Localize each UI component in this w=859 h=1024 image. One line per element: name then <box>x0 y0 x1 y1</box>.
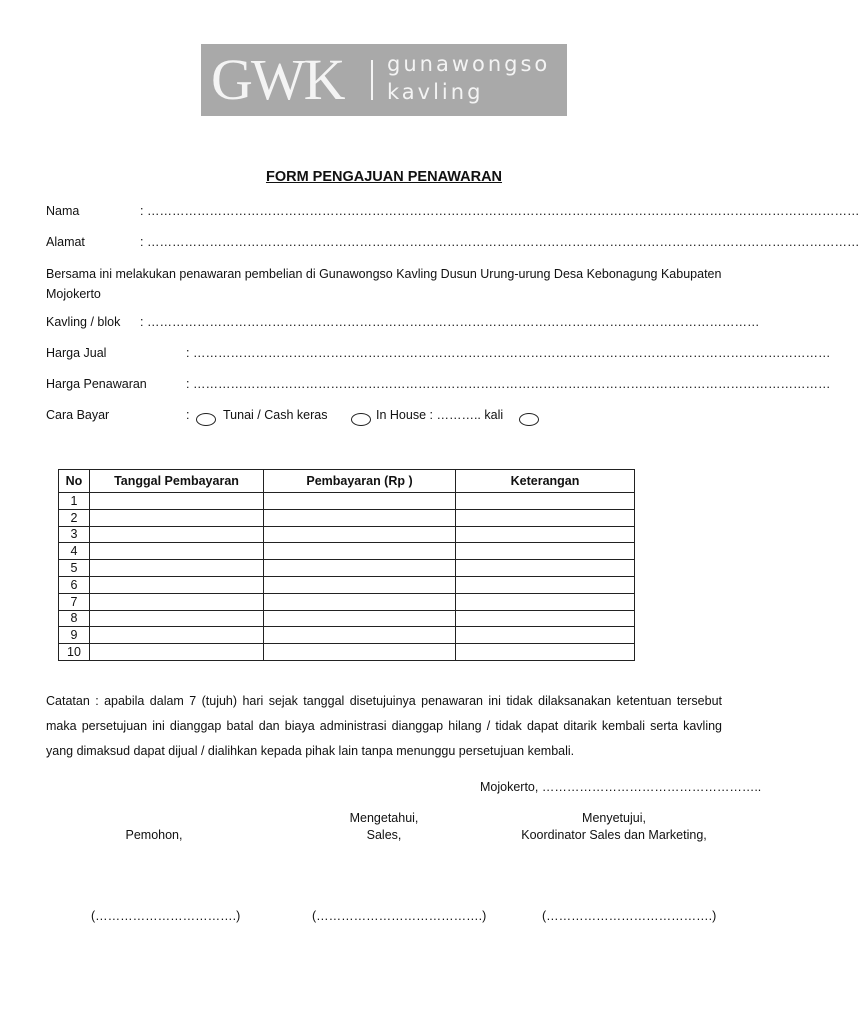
nama-field[interactable]: : ……………………………………………………………………………………………………………………………………………………… <box>140 204 859 218</box>
header-no: No <box>59 470 90 493</box>
cell-tanggal[interactable] <box>90 627 264 644</box>
option-inhouse-label: In House : ……….. kali <box>376 408 504 422</box>
table-row <box>59 627 635 644</box>
signer-menyetujui: Menyetujui, <box>582 811 646 825</box>
alamat-label: Alamat <box>46 235 85 249</box>
table-header-row <box>59 470 635 493</box>
row-number: 7 <box>59 593 90 610</box>
row-number: 10 <box>59 644 90 661</box>
cell-keterangan[interactable] <box>456 644 635 661</box>
cell-keterangan[interactable] <box>456 560 635 577</box>
cell-keterangan[interactable] <box>456 593 635 610</box>
signature-line-koordinator[interactable]: (………………………………….) <box>542 909 717 923</box>
radio-tunai[interactable] <box>196 413 216 426</box>
cell-tanggal[interactable] <box>90 526 264 543</box>
cara-bayar-label: Cara Bayar <box>46 408 110 422</box>
cell-keterangan[interactable] <box>456 627 635 644</box>
signer-sales: Sales, <box>366 828 402 842</box>
header-pembayaran: Pembayaran (Rp ) <box>264 470 456 493</box>
signature-line-sales[interactable]: (………………………………….) <box>312 909 487 923</box>
cell-pembayaran[interactable] <box>264 560 456 577</box>
cell-keterangan[interactable] <box>456 526 635 543</box>
harga-jual-label: Harga Jual <box>46 346 107 360</box>
row-number: 9 <box>59 627 90 644</box>
row-number: 1 <box>59 493 90 510</box>
cell-tanggal[interactable] <box>90 493 264 510</box>
table-row <box>59 509 635 526</box>
cell-tanggal[interactable] <box>90 560 264 577</box>
cell-keterangan[interactable] <box>456 576 635 593</box>
option-tunai-label: Tunai / Cash keras <box>223 408 328 422</box>
cell-tanggal[interactable] <box>90 576 264 593</box>
radio-inhouse[interactable] <box>351 413 371 426</box>
header-keterangan: Keterangan <box>456 470 635 493</box>
signer-koordinator: Koordinator Sales dan Marketing, <box>521 828 707 842</box>
logo-word-1: gunawongso <box>387 52 551 76</box>
cell-keterangan[interactable] <box>456 509 635 526</box>
gwk-logo <box>201 44 567 116</box>
nama-label: Nama <box>46 204 80 218</box>
row-number: 6 <box>59 576 90 593</box>
radio-extra[interactable] <box>519 413 539 426</box>
row-number: 3 <box>59 526 90 543</box>
table-row <box>59 593 635 610</box>
cell-pembayaran[interactable] <box>264 644 456 661</box>
harga-penawaran-field[interactable]: : ……………………………………………………………………………………………………………………………………… <box>186 377 831 391</box>
cell-pembayaran[interactable] <box>264 610 456 627</box>
signature-line-pemohon[interactable]: (…………………………….) <box>91 909 241 923</box>
cell-pembayaran[interactable] <box>264 493 456 510</box>
cell-pembayaran[interactable] <box>264 509 456 526</box>
row-number: 4 <box>59 543 90 560</box>
cell-tanggal[interactable] <box>90 644 264 661</box>
cell-pembayaran[interactable] <box>264 627 456 644</box>
intro-paragraph: Bersama ini melakukan penawaran pembelian di Gunawongso Kavling Dusun Urung-urung Desa Kebonagung Kabupaten Mojokerto <box>46 267 722 301</box>
table-row <box>59 576 635 593</box>
cell-tanggal[interactable] <box>90 610 264 627</box>
table-row <box>59 493 635 510</box>
logo-divider <box>371 60 373 100</box>
cell-keterangan[interactable] <box>456 543 635 560</box>
cell-pembayaran[interactable] <box>264 593 456 610</box>
cell-keterangan[interactable] <box>456 610 635 627</box>
header-tanggal: Tanggal Pembayaran <box>90 470 264 493</box>
kavling-field[interactable]: : ………………………………………………………………………………………………………………………………… <box>140 315 760 329</box>
row-number: 2 <box>59 509 90 526</box>
note-paragraph: Catatan : apabila dalam 7 (tujuh) hari sejak tanggal disetujuinya penawaran ini tidak dilaksanakan ketentuan tersebut maka persetujuan ini dianggap batal dan biaya administrasi dianggap hilang / tidak dapat ditarik kembali serta kavling yang dimaksud dapat dijual / dialihkan kepada pihak lain tanpa menunggu persetujuan kembali. <box>46 694 722 758</box>
cell-tanggal[interactable] <box>90 593 264 610</box>
cell-keterangan[interactable] <box>456 493 635 510</box>
table-row <box>59 543 635 560</box>
cell-pembayaran[interactable] <box>264 576 456 593</box>
payment-table <box>58 469 635 661</box>
table-row <box>59 610 635 627</box>
harga-jual-field[interactable]: : ……………………………………………………………………………………………………………………………………… <box>186 346 831 360</box>
cell-tanggal[interactable] <box>90 543 264 560</box>
form-title: FORM PENGAJUAN PENAWARAN <box>265 169 503 185</box>
harga-penawaran-label: Harga Penawaran <box>46 377 147 391</box>
logo-mark: GWK <box>211 47 344 112</box>
signer-pemohon: Pemohon, <box>125 828 183 842</box>
cara-bayar-colon: : <box>186 408 190 422</box>
place-date[interactable]: Mojokerto, …………………………………………….. <box>480 780 762 794</box>
table-row <box>59 644 635 661</box>
kavling-label: Kavling / blok <box>46 315 121 329</box>
signer-mengetahui: Mengetahui, <box>349 811 419 825</box>
cell-pembayaran[interactable] <box>264 543 456 560</box>
table-row <box>59 526 635 543</box>
cell-tanggal[interactable] <box>90 509 264 526</box>
row-number: 8 <box>59 610 90 627</box>
cell-pembayaran[interactable] <box>264 526 456 543</box>
table-row <box>59 560 635 577</box>
row-number: 5 <box>59 560 90 577</box>
logo-word-2: kavling <box>387 80 484 104</box>
alamat-field[interactable]: : ……………………………………………………………………………………………………………………………………………………… <box>140 235 859 249</box>
